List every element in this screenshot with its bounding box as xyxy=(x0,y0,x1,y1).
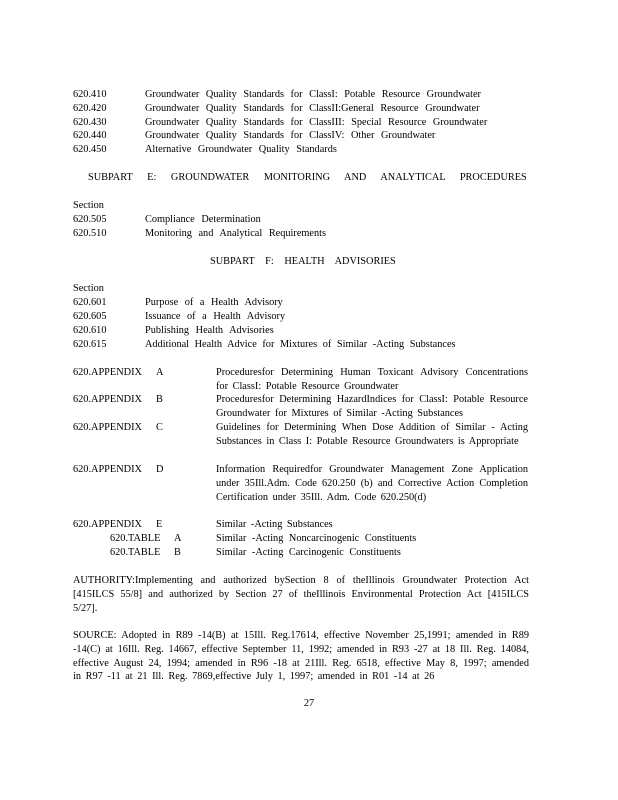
section-number: 620.410 xyxy=(73,89,107,100)
table-letter: B xyxy=(174,547,181,558)
section-title: Purpose of a Health Advisory xyxy=(145,297,283,308)
table-label: 620.TABLE xyxy=(110,547,161,558)
section-title: Groundwater Quality Standards for ClassII:General Resource Groundwater xyxy=(145,103,480,114)
section-title: Groundwater Quality Standards for ClassI: Potable Resource Groundwater xyxy=(145,89,481,100)
appendix-description: Guidelines for Determining When Dose Addition of Similar - Acting Substances in Class I: Potable Resource Groundwaters is Appropriate xyxy=(216,422,528,447)
appendix-label: 620.APPENDIX xyxy=(73,367,142,378)
section-number: 620.420 xyxy=(73,103,107,114)
subpart-f-heading: SUBPART F: HEALTH ADVISORIES xyxy=(210,256,396,267)
section-title: Issuance of a Health Advisory xyxy=(145,311,286,322)
section-title: Groundwater Quality Standards for ClassIII: Special Resource Groundwater xyxy=(145,117,488,128)
section-title: Publishing Health Advisories xyxy=(145,325,274,336)
appendix-letter: D xyxy=(156,464,164,475)
table-letter: A xyxy=(174,533,182,544)
authority-paragraph: AUTHORITY:Implementing and authorized bySection 8 of theIllinois Groundwater Protection Act [415ILCS 55/8] and authorized by Section 27 of theIllinois Environmental Protection Act [415ILCS 5/27]. xyxy=(73,575,529,614)
section-title: Alternative Groundwater Quality Standards xyxy=(145,144,337,155)
appendix-letter: B xyxy=(156,394,163,405)
section-number: 620.450 xyxy=(73,144,107,155)
section-number: 620.601 xyxy=(73,297,107,308)
appendix-description: Information Requiredfor Groundwater Management Zone Application under 35Ill.Adm. Code 620.250 (b) and Corrective Action Completion Certification under 35Ill. Adm. Code 620.250(d) xyxy=(216,464,528,503)
section-number: 620.440 xyxy=(73,130,107,141)
table-description: Similar -Acting Carcinogenic Constituents xyxy=(216,547,401,558)
section-number: 620.430 xyxy=(73,117,107,128)
appendix-label: 620.APPENDIX xyxy=(73,464,142,475)
source-paragraph: SOURCE: Adopted in R89 -14(B) at 15Ill. Reg.17614, effective November 25,1991; amended in R89 -14(C) at 16Ill. Reg. 14667, effective September 11, 1992; amended in R93 -27 at 18 Ill. Reg. 14084, effective August 24, 1994; amended in R96 -18 at 21Ill. Reg. 6518, effective May 8, 1997; amended in R97 -11 at 21 Ill. Reg. 7869,effective July 1, 1997; amended in R01 -14 at 26 xyxy=(73,630,529,683)
appendix-description: Proceduresfor Determining HazardIndices for ClassI: Potable Resource Groundwater for Mixtures of Similar -Acting Substances xyxy=(216,394,528,419)
appendix-label: 620.APPENDIX xyxy=(73,519,142,530)
section-number: 620.615 xyxy=(73,339,107,350)
section-number: 620.510 xyxy=(73,228,107,239)
table-label: 620.TABLE xyxy=(110,533,161,544)
section-title: Additional Health Advice for Mixtures of Similar -Acting Substances xyxy=(145,339,456,350)
section-title: Monitoring and Analytical Requirements xyxy=(145,228,327,239)
section-number: 620.505 xyxy=(73,214,107,225)
appendix-letter: E xyxy=(156,519,163,530)
section-title: Compliance Determination xyxy=(145,214,261,225)
appendix-description: Similar -Acting Substances xyxy=(216,519,333,530)
section-label: Section xyxy=(73,200,104,211)
subpart-e-heading: SUBPART E: GROUNDWATER MONITORING AND ANALYTICAL PROCEDURES xyxy=(88,172,527,183)
page-number: 27 xyxy=(303,698,315,709)
appendix-description: Proceduresfor Determining Human Toxicant Advisory Concentrations for ClassI: Potable Resource Groundwater xyxy=(216,367,528,392)
appendix-label: 620.APPENDIX xyxy=(73,394,142,405)
appendix-label: 620.APPENDIX xyxy=(73,422,142,433)
section-label: Section xyxy=(73,283,104,294)
table-description: Similar -Acting Noncarcinogenic Constituents xyxy=(216,533,417,544)
section-number: 620.610 xyxy=(73,325,107,336)
appendix-letter: A xyxy=(156,367,164,378)
section-number: 620.605 xyxy=(73,311,107,322)
section-title: Groundwater Quality Standards for ClassIV: Other Groundwater xyxy=(145,130,436,141)
appendix-letter: C xyxy=(156,422,163,433)
